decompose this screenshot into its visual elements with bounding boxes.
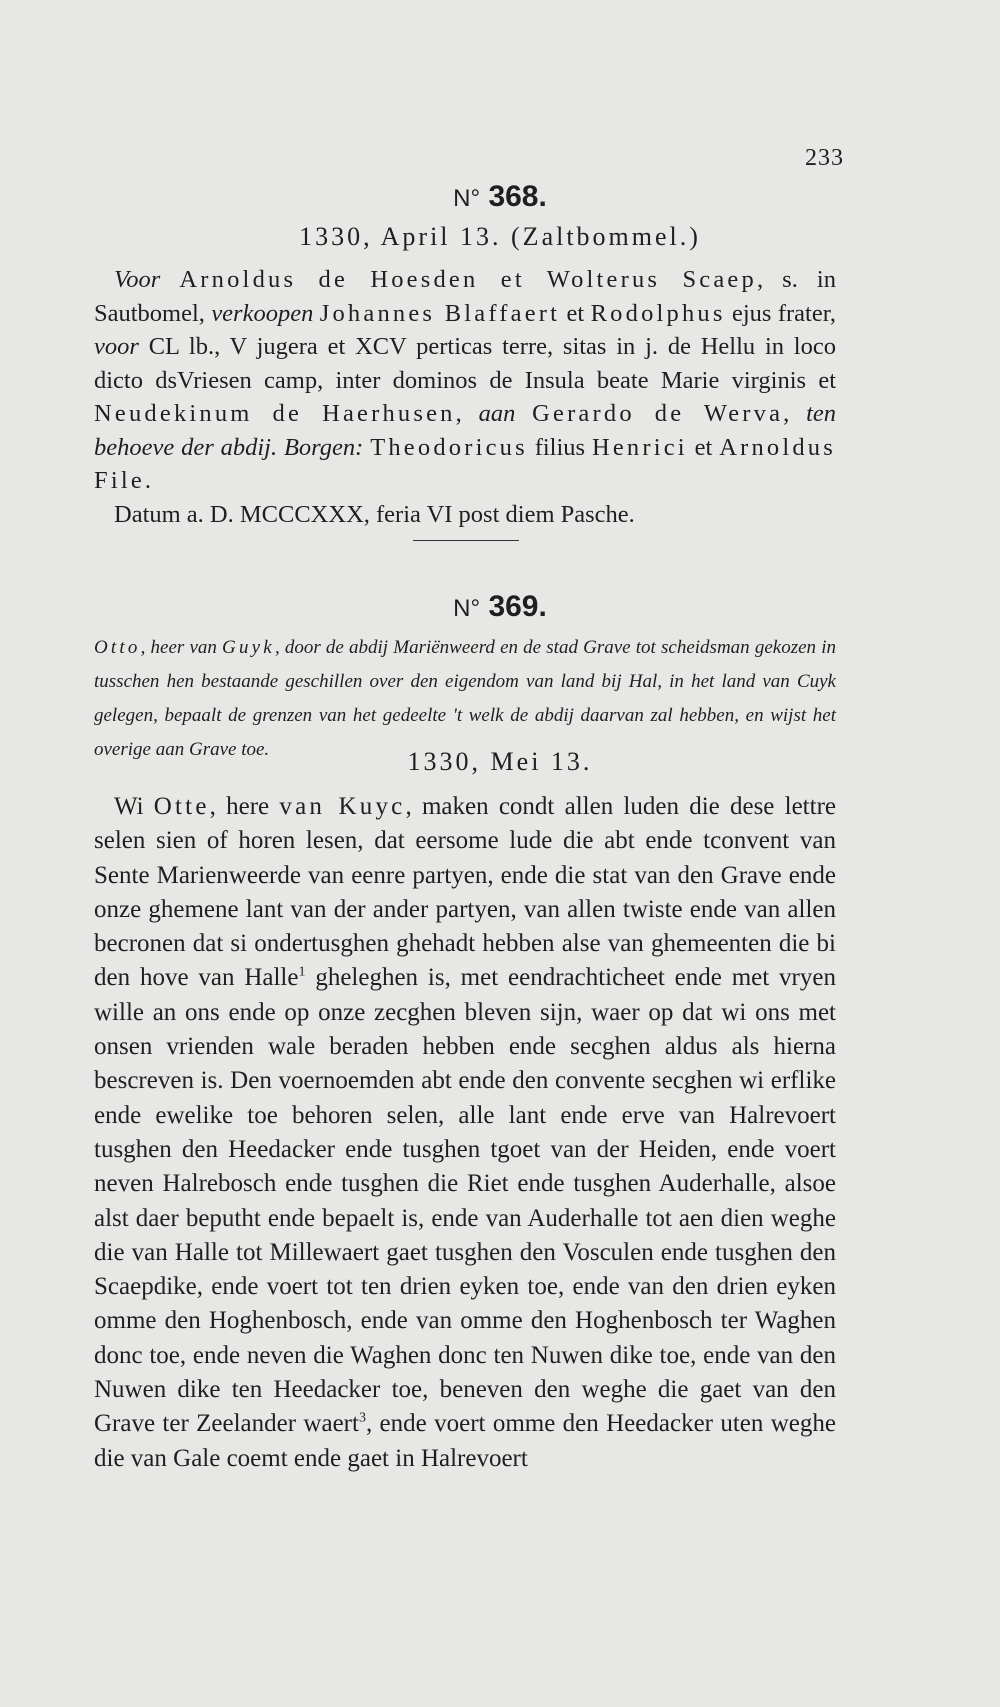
text-span: Wi: [114, 793, 154, 820]
document-number-368: [0, 180, 1000, 214]
text-span: Arnoldus File: [94, 433, 836, 494]
text-span: [515, 400, 532, 427]
text-span: Henrici: [591, 433, 688, 461]
document-text-369: [94, 790, 836, 1476]
footnote-marker: 1: [298, 965, 306, 981]
text-span: verkoopen: [211, 299, 314, 327]
text-span: , door de abdij Mariënweerd en de stad Grave tot scheidsman gekozen in tusschen hen bestaande geschillen over den eigendom van land bij Hal, in het land van Cuyk gelegen, bepaalt de grenzen van het gedeelte 't welk de abdij daarvan zal hebben, en wijst het overige aan Grave toe.: [94, 637, 836, 760]
document-date-368: 1330, April 13. (Zaltbommel.): [299, 222, 701, 251]
text-span: Arnoldus: [179, 266, 297, 293]
number-prefix: N°: [453, 595, 481, 622]
document-text-368: [94, 263, 836, 531]
text-span: , ende voert omme den Heedacker uten weghe die van Gale coemt ende gaet in Halrevoert: [94, 1410, 836, 1472]
text-span: , here: [209, 793, 280, 820]
page-number: 233: [805, 145, 844, 171]
text-span: Otte: [153, 793, 210, 820]
text-span: , heer van: [140, 637, 223, 658]
text-span: voor: [94, 333, 139, 360]
text-span: Werva: [703, 400, 784, 427]
document-number-369: [0, 590, 1000, 624]
text-span: CL lb., V jugera et XCV perticas terre, sitas in j. de Hellu in loco dicto dsVriesen camp, inter dominos de Insula beate Marie virginis et: [94, 333, 836, 394]
text-span: Haerhusen: [322, 400, 456, 427]
text-span: Theodoricus: [370, 433, 528, 461]
text-span: et: [560, 299, 591, 327]
footnote-marker: 3: [358, 1411, 366, 1427]
text-span: de: [296, 266, 371, 293]
text-span: Otto: [94, 637, 141, 658]
text-span: ejus frater,: [725, 299, 837, 327]
section-divider: [413, 540, 519, 541]
text-span: Wolterus Scaep: [546, 266, 757, 293]
number-value: 368.: [488, 180, 547, 213]
text-span: de: [634, 400, 704, 427]
paragraph-368-2: Datum a. D. MCCCXXX, feria VI post diem Pasche.: [114, 500, 635, 528]
paragraph-368-1: [94, 263, 836, 498]
text-span: , maken condt allen luden die dese lettre selen sien of horen lesen, dat eersome lude die abt ende tconvent van Sente Marienweerde van eenre partyen, ende die stat van den Grave ende onze ghemene lant van der ander partyen, van allen twiste ende van allen becronen dat si ondertusghen ghehadt hebben alse van ghemeenten die bi den hove van Halle: [94, 793, 836, 992]
text-span: filius: [527, 433, 592, 461]
paragraph-369-1: [94, 790, 836, 1476]
text-span: ten behoeve der abdij. Borgen:: [94, 400, 837, 461]
text-span: ,: [783, 400, 807, 427]
text-span: Johannes Blaffaert: [319, 299, 561, 327]
text-span: van Kuyc: [279, 793, 406, 820]
text-span: Gerardo: [532, 400, 635, 427]
document-date-369: 1330, Mei 13.: [407, 747, 593, 776]
text-span: et: [478, 266, 547, 293]
text-span: , s. in Sautbomel,: [94, 266, 836, 327]
text-span: de: [252, 400, 323, 427]
text-span: Rodolphus: [590, 299, 726, 327]
text-span: et: [687, 433, 720, 461]
text-span: Guyk: [222, 637, 275, 658]
text-span: Hoesden: [370, 266, 479, 293]
text-span: gheleghen is, met eendrachticheet ende met vryen wille an ons ende op onze zecghen bleven sijn, waer op dat wi ons met onsen vrienden wale beraden hebben ende secghen aldus als hierna bescreven is. Den voernoemden abt ende den convente secghen wi erflike ende ewelike toe behoren selen, alle lant ende erve van Halrevoert tusghen den Heedacker ende tusghen tgoet van der Heiden, ende voert neven Halrebosch ende tusghen die Riet ende tusghen Auderhalle, alsoe alst daer beputht ende bepaelt is, ende van Auderhalle tot aen dien weghe die van Halle tot Millewaert gaet tusghen den Vosculen ende tusghen den Scaepdike, ende voert tot ten drien eyken toe, ende van den drien eyken omme den Hoghenbosch, ende van omme den Hoghenbosch ter Waghen donc toe, ende neven die Waghen donc ten Nuwen dike toe, ende van den Nuwen dike ten Heedacker toe, beneven den weghe die gaet van den Grave ter Zeelander waert: [94, 964, 836, 1438]
text-span: .: [144, 467, 152, 494]
number-value: 369.: [488, 590, 547, 623]
text-span: Voor: [114, 266, 161, 293]
text-span: aan: [478, 400, 516, 427]
text-span: Neudekinum: [94, 400, 253, 427]
text-span: ,: [455, 400, 479, 427]
number-prefix: N°: [453, 185, 481, 212]
